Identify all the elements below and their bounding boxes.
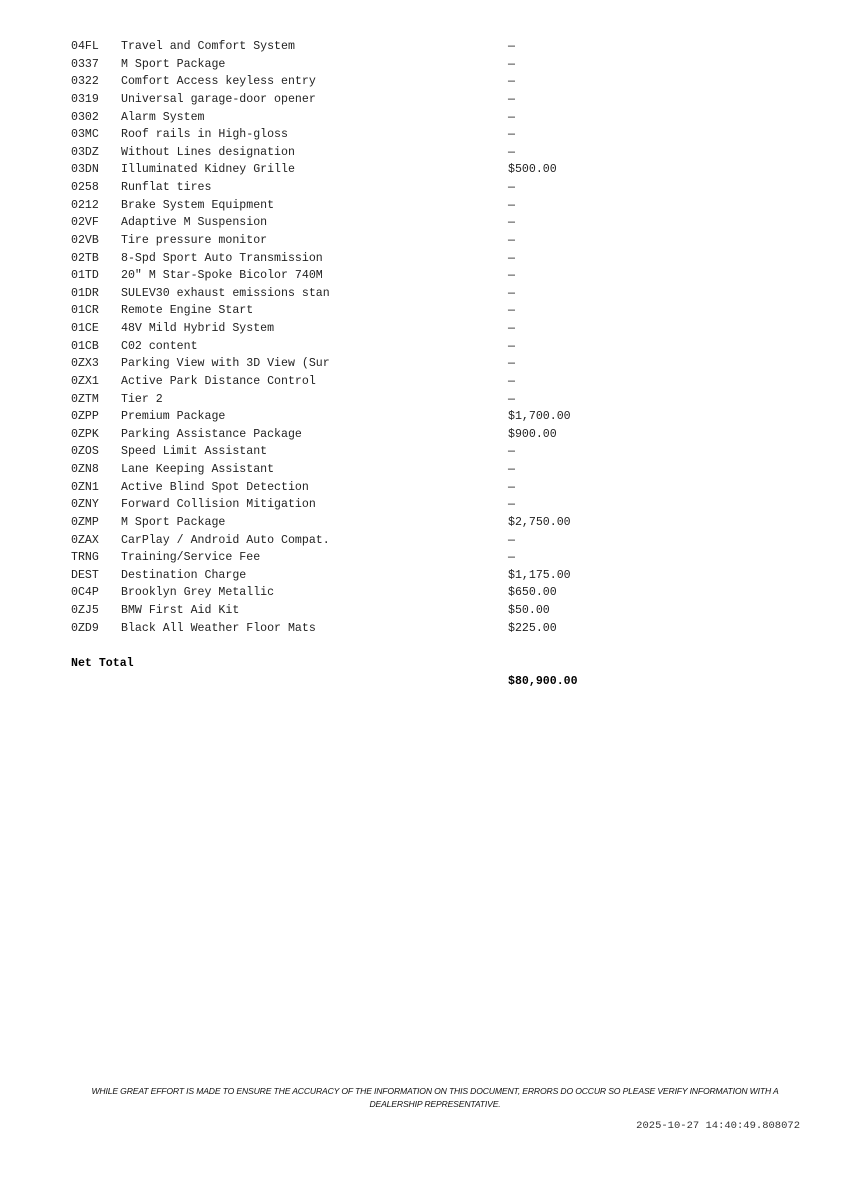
option-code: 0ZN1 [71,480,99,494]
line-item-row [71,320,611,338]
option-code: 0258 [71,181,99,194]
option-code: 0212 [71,198,99,212]
option-code: 03DN [71,163,99,177]
line-item-row [71,338,611,356]
option-description: Tier 2 [121,392,163,406]
option-code: 04FL [71,40,99,53]
option-price: — [508,75,515,89]
option-description: BMW First Aid Kit [121,604,240,617]
option-price: — [508,110,515,124]
line-item-row [71,285,611,303]
option-code: 0C4P [71,586,99,600]
line-item-row [71,179,611,197]
line-item-row [71,302,611,320]
option-code: 0ZX3 [71,357,99,371]
option-price: — [508,145,515,159]
option-description: 20" M Star-Spoke Bicolor 740M [121,269,323,283]
option-price: — [508,92,515,106]
option-code: 0ZPK [71,427,99,441]
option-price: — [508,304,515,318]
option-price: $50.00 [508,604,550,617]
option-description: Black All Weather Floor Mats [121,621,316,635]
option-code: 01CE [71,322,99,335]
option-price: — [508,463,515,476]
option-code: 02VB [71,233,99,247]
line-item-row [71,584,611,602]
option-price: — [508,551,515,565]
option-description: Lane Keeping Assistant [121,463,275,476]
option-code: 0337 [71,57,99,71]
option-price: — [508,40,515,53]
option-price: — [508,216,515,230]
line-item-row [71,532,611,550]
line-item-row [71,355,611,373]
option-code: 0ZMP [71,515,99,529]
option-price: — [508,181,515,194]
line-item-row [71,91,611,109]
option-price: $500.00 [508,163,557,177]
option-code: TRNG [71,551,99,565]
option-code: 0ZX1 [71,374,99,388]
option-description: Roof rails in High-gloss [121,128,288,142]
option-price: — [508,233,515,247]
line-item-row [71,109,611,127]
option-price: $650.00 [508,586,557,600]
option-description: M Sport Package [121,515,226,529]
option-price: — [508,445,515,459]
option-code: 0319 [71,92,99,106]
option-description: Without Lines designation [121,145,295,159]
option-price: — [508,269,515,283]
line-item-row [71,549,611,567]
generated-timestamp: 2025-10-27 14:40:49.808072 [636,1120,800,1132]
option-price: — [508,128,515,142]
option-description: M Sport Package [121,57,226,71]
option-code: 01CR [71,304,99,318]
option-description: Training/Service Fee [121,551,261,565]
option-description: Active Blind Spot Detection [121,480,309,494]
option-price: — [508,251,515,265]
option-price: — [508,198,515,212]
option-description: Premium Package [121,410,226,424]
line-items [71,38,611,637]
line-item-row [71,214,611,232]
option-code: 01DR [71,286,99,300]
line-item-row [71,496,611,514]
option-description: 48V Mild Hybrid System [121,322,275,335]
line-item-row [71,161,611,179]
option-code: 0ZTM [71,392,99,406]
option-description: Destination Charge [121,568,247,582]
option-price: — [508,286,515,300]
option-price: — [508,322,515,335]
option-description: Travel and Comfort System [121,40,295,53]
option-description: SULEV30 exhaust emissions stan [121,286,330,300]
option-description: Remote Engine Start [121,304,254,318]
options-table [71,38,611,688]
option-price: — [508,392,515,406]
line-item-row [71,602,611,620]
option-price: $900.00 [508,427,557,441]
line-item-row [71,144,611,162]
option-price: $225.00 [508,621,557,635]
option-description: CarPlay / Android Auto Compat. [121,533,330,547]
option-code: 01CB [71,339,99,353]
option-description: 8-Spd Sport Auto Transmission [121,251,323,265]
line-item-row [71,620,611,638]
option-description: Forward Collision Mitigation [121,498,316,512]
option-code: 0ZPP [71,410,99,424]
disclaimer-text: WHILE GREAT EFFORT IS MADE TO ENSURE THE ACCURACY OF THE INFORMATION ON THIS DOCUMENT, ERRORS DO OCCUR SO PLEASE VERIFY INFORMATION WITH A DEALERSHIP REPRESENTATIVE. [91,1086,779,1109]
line-item-row [71,38,611,56]
option-description: Tire pressure monitor [121,233,268,247]
option-description: Parking View with 3D View (Sur [121,357,330,371]
option-price: — [508,57,515,71]
line-item-row [71,126,611,144]
line-item-row [71,426,611,444]
option-code: 0ZJ5 [71,604,99,617]
option-code: 0ZOS [71,445,99,459]
option-description: Adaptive M Suspension [121,216,268,230]
option-price: — [508,498,515,512]
net-total-label: Net Total [71,656,134,670]
line-item-row [71,514,611,532]
option-code: 0ZN8 [71,463,99,476]
line-item-row [71,373,611,391]
net-total-row [71,637,611,688]
option-code: DEST [71,568,99,582]
option-code: 02TB [71,251,99,265]
line-item-row [71,73,611,91]
option-code: 01TD [71,269,99,283]
option-code: 0ZNY [71,498,99,512]
option-description: Parking Assistance Package [121,427,302,441]
option-description: Brake System Equipment [121,198,275,212]
option-description: Brooklyn Grey Metallic [121,586,275,600]
option-code: 03MC [71,128,99,142]
line-item-row [71,267,611,285]
option-description: Comfort Access keyless entry [121,75,316,89]
option-code: 02VF [71,216,99,230]
option-code: 0ZAX [71,533,99,547]
option-description: C02 content [121,339,198,353]
option-code: 03DZ [71,145,99,159]
line-item-row [71,391,611,409]
option-description: Active Park Distance Control [121,374,316,388]
option-price: — [508,533,515,547]
option-price: — [508,339,515,353]
line-item-row [71,250,611,268]
line-item-row [71,232,611,250]
line-item-row [71,479,611,497]
option-price: — [508,374,515,388]
option-price: $1,175.00 [508,568,571,582]
option-description: Speed Limit Assistant [121,445,268,459]
option-code: 0302 [71,110,99,124]
option-price: — [508,480,515,494]
option-price: — [508,357,515,371]
line-item-row [71,461,611,479]
option-description: Alarm System [121,110,205,124]
option-price: $2,750.00 [508,515,571,529]
option-price: $1,700.00 [508,410,571,424]
option-description: Runflat tires [121,181,212,194]
option-code: 0ZD9 [71,621,99,635]
line-item-row [71,197,611,215]
option-description: Universal garage-door opener [121,92,316,106]
option-description: Illuminated Kidney Grille [121,163,295,177]
line-item-row [71,567,611,585]
line-item-row [71,56,611,74]
net-total-value: $80,900.00 [508,674,578,688]
line-item-row [71,408,611,426]
line-item-row [71,443,611,461]
option-code: 0322 [71,75,99,89]
